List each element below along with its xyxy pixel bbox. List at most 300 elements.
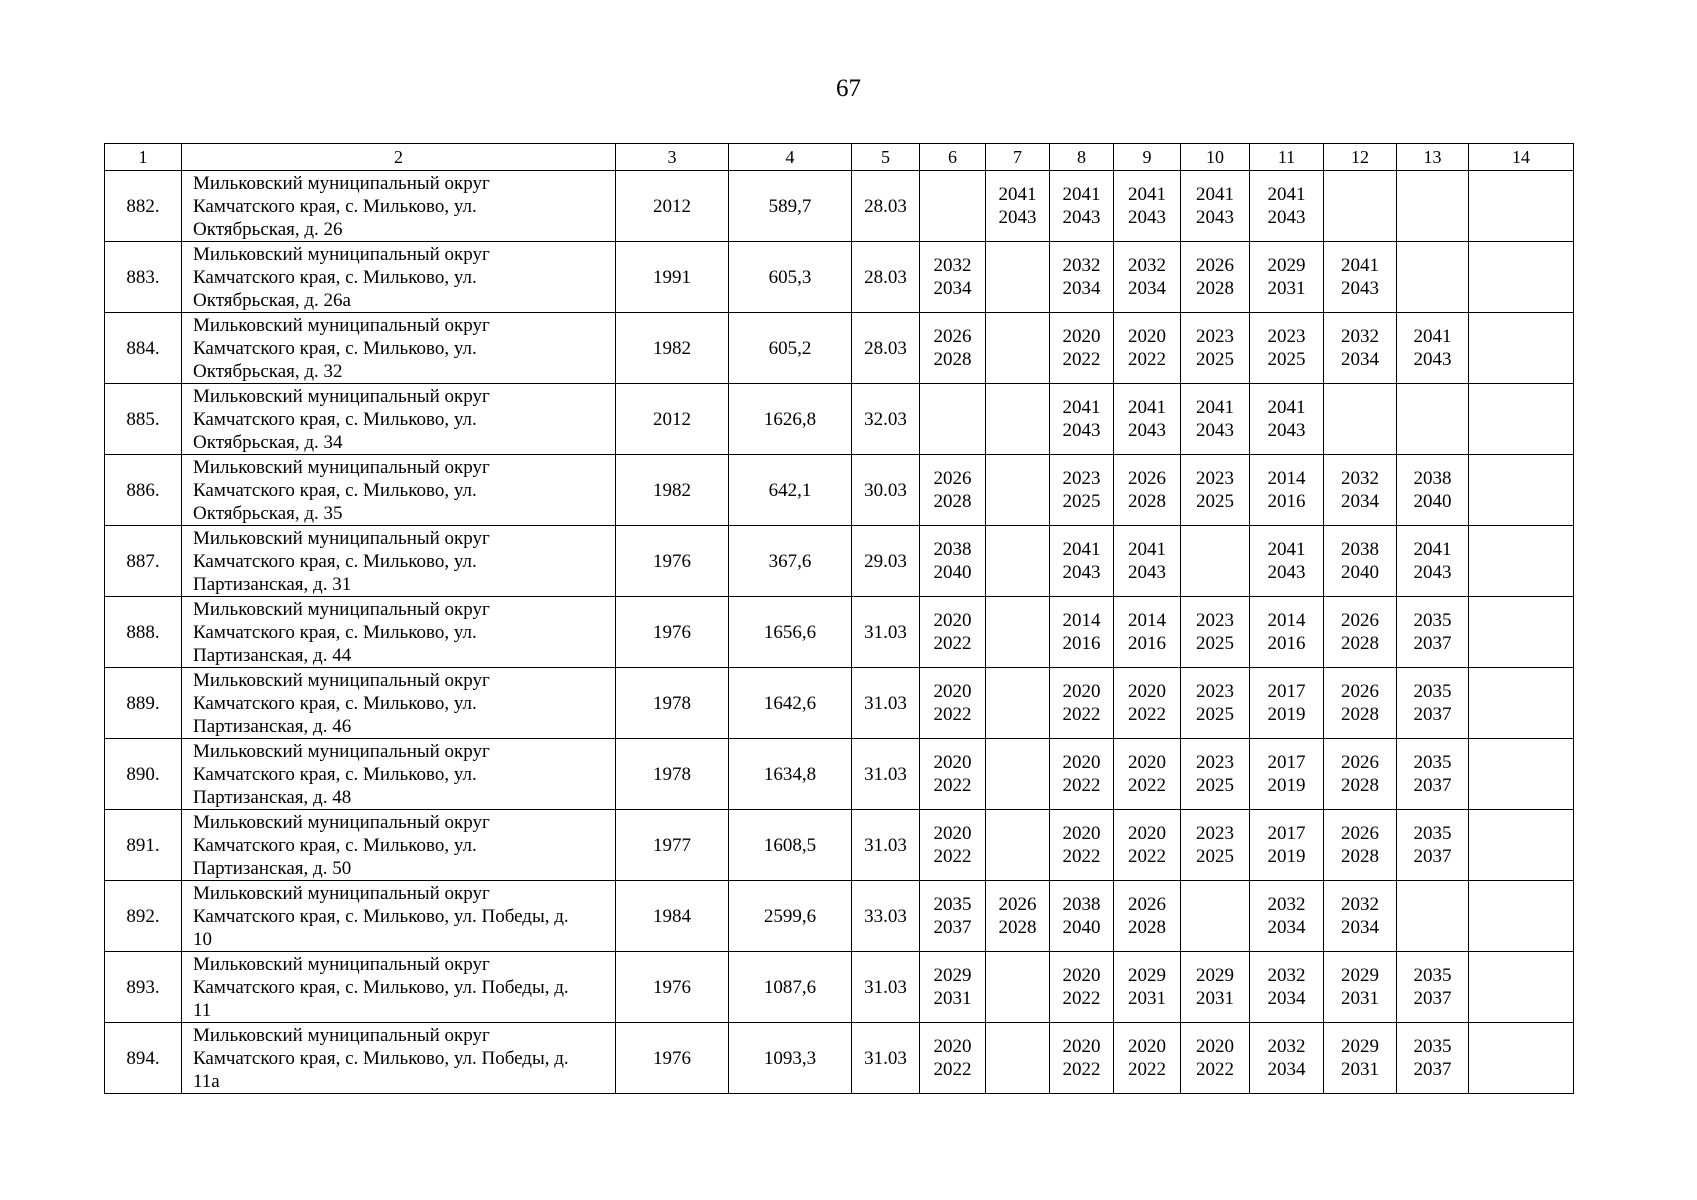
period-year: 2038 xyxy=(1413,468,1452,489)
period-year: 2028 xyxy=(1196,278,1234,299)
period-cell xyxy=(1324,171,1397,242)
address-line: Октябрьская, д. 34 xyxy=(193,431,343,453)
period-year: 2043 xyxy=(1128,420,1166,441)
period-year: 2035 xyxy=(1413,610,1452,631)
period-year: 2023 xyxy=(1196,752,1234,773)
address-line: Камчатского края, с. Мильково, ул. xyxy=(193,195,477,217)
period-cell xyxy=(1397,526,1469,597)
period-year: 2041 xyxy=(1196,184,1234,205)
period-year: 2029 xyxy=(1341,965,1379,986)
period-year: 2035 xyxy=(1413,752,1452,773)
period-year: 2035 xyxy=(933,894,972,915)
period-year: 2020 xyxy=(933,823,972,844)
row-number-cell: 890. xyxy=(105,739,182,810)
period-year: 2026 xyxy=(1196,255,1234,276)
address-line: Партизанская, д. 31 xyxy=(193,573,352,595)
period-year: 2043 xyxy=(1267,420,1306,441)
period-year: 2025 xyxy=(1062,491,1101,512)
period-cell xyxy=(1324,952,1397,1023)
period-cell xyxy=(1469,526,1574,597)
period-year: 2035 xyxy=(1413,681,1452,702)
period-year: 2032 xyxy=(1341,326,1379,347)
period-cell xyxy=(1114,1023,1181,1094)
period-cell xyxy=(1469,171,1574,242)
address-line: Мильковский муниципальный округ xyxy=(193,811,490,833)
row-number-cell: 893. xyxy=(105,952,182,1023)
period-year: 2022 xyxy=(1128,349,1166,370)
period-year: 2020 xyxy=(1062,681,1101,702)
address-line: Камчатского края, с. Мильково, ул. xyxy=(193,550,477,572)
period-year: 2025 xyxy=(1196,775,1234,796)
period-cell xyxy=(1181,739,1250,810)
period-year: 2032 xyxy=(1267,965,1306,986)
address-cell xyxy=(182,597,616,668)
address-line: Мильковский муниципальный округ xyxy=(193,527,490,549)
period-year: 2023 xyxy=(1196,681,1234,702)
period-cell xyxy=(1469,739,1574,810)
period-year: 2032 xyxy=(1267,894,1306,915)
period-year: 2020 xyxy=(1128,752,1166,773)
period-cell xyxy=(1050,881,1114,952)
value-cell: 33.03 xyxy=(852,881,920,952)
address-cell xyxy=(182,668,616,739)
period-cell xyxy=(920,313,986,384)
period-cell xyxy=(1324,242,1397,313)
period-year: 2041 xyxy=(1267,397,1306,418)
period-year: 2014 xyxy=(1267,468,1306,489)
address-line: Октябрьская, д. 26а xyxy=(193,289,351,311)
period-year: 2017 xyxy=(1267,752,1306,773)
period-year: 2026 xyxy=(1128,894,1166,915)
period-year: 2028 xyxy=(933,491,972,512)
period-year: 2034 xyxy=(933,278,972,299)
table-row xyxy=(105,668,1574,739)
period-cell xyxy=(1250,881,1324,952)
row-number-cell: 887. xyxy=(105,526,182,597)
period-cell xyxy=(1181,242,1250,313)
period-year: 2043 xyxy=(1062,562,1101,583)
period-cell xyxy=(1181,952,1250,1023)
period-year: 2017 xyxy=(1267,681,1306,702)
period-cell xyxy=(1397,810,1469,881)
period-year: 2043 xyxy=(1062,207,1101,228)
period-cell xyxy=(1250,597,1324,668)
period-year: 2014 xyxy=(1128,610,1166,631)
period-cell xyxy=(1114,455,1181,526)
period-year: 2041 xyxy=(1341,255,1379,276)
address-line: Камчатского края, с. Мильково, ул. xyxy=(193,266,477,288)
period-cell xyxy=(1469,597,1574,668)
page-number: 67 xyxy=(836,75,861,102)
table-row xyxy=(105,526,1574,597)
period-year: 2032 xyxy=(1062,255,1101,276)
period-year: 2037 xyxy=(1413,988,1452,1009)
address-line: Мильковский муниципальный округ xyxy=(193,243,490,265)
period-cell xyxy=(1250,313,1324,384)
period-cell xyxy=(986,881,1050,952)
period-year: 2020 xyxy=(1128,823,1166,844)
period-year: 2043 xyxy=(1128,207,1166,228)
address-line: Партизанская, д. 44 xyxy=(193,644,352,666)
period-year: 2041 xyxy=(998,184,1037,205)
period-cell xyxy=(1397,384,1469,455)
period-cell xyxy=(1469,810,1574,881)
period-year: 2020 xyxy=(1196,1036,1234,1057)
period-cell xyxy=(1181,668,1250,739)
period-year: 2022 xyxy=(1128,846,1166,867)
address-line: 11 xyxy=(193,999,212,1021)
address-line: Мильковский муниципальный округ xyxy=(193,669,490,691)
address-line: Октябрьская, д. 32 xyxy=(193,360,343,382)
period-year: 2031 xyxy=(1267,278,1306,299)
period-cell xyxy=(1181,171,1250,242)
period-year: 2034 xyxy=(1341,917,1379,938)
period-cell xyxy=(1469,313,1574,384)
address-line: Октябрьская, д. 26 xyxy=(193,218,343,240)
period-cell xyxy=(1114,597,1181,668)
year-built-cell: 1984 xyxy=(616,881,729,952)
period-cell xyxy=(1250,526,1324,597)
period-cell xyxy=(920,739,986,810)
period-year: 2023 xyxy=(1196,610,1234,631)
address-line: Мильковский муниципальный округ xyxy=(193,1024,490,1046)
period-year: 2034 xyxy=(1062,278,1101,299)
address-line: Мильковский муниципальный округ xyxy=(193,740,490,762)
period-year: 2026 xyxy=(1341,681,1379,702)
period-year: 2022 xyxy=(1062,846,1101,867)
period-year: 2026 xyxy=(933,326,972,347)
period-cell xyxy=(986,384,1050,455)
year-built-cell: 1978 xyxy=(616,739,729,810)
period-year: 2022 xyxy=(933,775,972,796)
year-built-cell: 1991 xyxy=(616,242,729,313)
area-cell: 642,1 xyxy=(729,455,852,526)
period-year: 2022 xyxy=(1062,704,1101,725)
column-header: 8 xyxy=(1050,144,1114,171)
column-header: 7 xyxy=(986,144,1050,171)
value-cell: 28.03 xyxy=(852,313,920,384)
period-year: 2035 xyxy=(1413,965,1452,986)
period-year: 2025 xyxy=(1196,491,1234,512)
address-line: Октябрьская, д. 35 xyxy=(193,502,343,524)
address-line: Камчатского края, с. Мильково, ул. Победы, д. xyxy=(193,976,569,998)
period-year: 2038 xyxy=(933,539,972,560)
period-year: 2035 xyxy=(1413,823,1452,844)
address-line: Камчатского края, с. Мильково, ул. Победы, д. xyxy=(193,905,569,927)
period-year: 2043 xyxy=(1413,562,1452,583)
period-year: 2025 xyxy=(1196,349,1234,370)
column-header: 5 xyxy=(852,144,920,171)
period-year: 2016 xyxy=(1062,633,1101,654)
period-cell xyxy=(1050,810,1114,881)
area-cell: 605,2 xyxy=(729,313,852,384)
period-year: 2034 xyxy=(1267,988,1306,1009)
period-year: 2037 xyxy=(1413,633,1452,654)
year-built-cell: 2012 xyxy=(616,171,729,242)
period-cell xyxy=(1114,739,1181,810)
period-cell xyxy=(1250,1023,1324,1094)
period-year: 2028 xyxy=(1128,491,1166,512)
address-cell xyxy=(182,313,616,384)
period-cell xyxy=(1181,384,1250,455)
period-year: 2025 xyxy=(1267,349,1306,370)
address-line: Камчатского края, с. Мильково, ул. xyxy=(193,337,477,359)
address-cell xyxy=(182,384,616,455)
period-cell xyxy=(1050,1023,1114,1094)
period-year: 2022 xyxy=(1128,704,1166,725)
area-cell: 1634,8 xyxy=(729,739,852,810)
period-cell xyxy=(1469,952,1574,1023)
period-cell xyxy=(1181,526,1250,597)
value-cell: 31.03 xyxy=(852,597,920,668)
period-year: 2037 xyxy=(933,917,972,938)
period-year: 2041 xyxy=(1267,184,1306,205)
period-cell xyxy=(1114,881,1181,952)
period-year: 2029 xyxy=(1196,965,1234,986)
period-year: 2022 xyxy=(1062,349,1101,370)
value-cell: 31.03 xyxy=(852,739,920,810)
period-year: 2026 xyxy=(998,894,1037,915)
period-year: 2019 xyxy=(1267,775,1306,796)
period-cell xyxy=(1469,668,1574,739)
period-year: 2028 xyxy=(1341,704,1379,725)
period-year: 2043 xyxy=(1267,562,1306,583)
address-line: Мильковский муниципальный округ xyxy=(193,953,490,975)
period-cell xyxy=(920,952,986,1023)
period-cell xyxy=(1050,171,1114,242)
period-cell xyxy=(1050,242,1114,313)
area-cell: 1093,3 xyxy=(729,1023,852,1094)
period-cell xyxy=(986,313,1050,384)
address-line: 11а xyxy=(193,1070,220,1092)
year-built-cell: 1978 xyxy=(616,668,729,739)
period-cell xyxy=(920,526,986,597)
address-cell xyxy=(182,1023,616,1094)
area-cell: 589,7 xyxy=(729,171,852,242)
value-cell: 31.03 xyxy=(852,1023,920,1094)
period-cell xyxy=(986,668,1050,739)
table-row xyxy=(105,384,1574,455)
period-cell xyxy=(1050,455,1114,526)
row-number-cell: 883. xyxy=(105,242,182,313)
period-cell xyxy=(1469,384,1574,455)
area-cell: 1656,6 xyxy=(729,597,852,668)
address-line: Камчатского края, с. Мильково, ул. Победы, д. xyxy=(193,1047,569,1069)
table-row xyxy=(105,455,1574,526)
value-cell: 29.03 xyxy=(852,526,920,597)
column-header: 1 xyxy=(105,144,182,171)
period-year: 2037 xyxy=(1413,1059,1452,1080)
area-cell: 1642,6 xyxy=(729,668,852,739)
period-year: 2034 xyxy=(1267,1059,1306,1080)
period-cell xyxy=(1397,881,1469,952)
address-line: Мильковский муниципальный округ xyxy=(193,172,490,194)
period-cell xyxy=(1250,171,1324,242)
period-year: 2031 xyxy=(1128,988,1166,1009)
year-built-cell: 1976 xyxy=(616,952,729,1023)
period-cell xyxy=(1397,313,1469,384)
period-cell xyxy=(1250,810,1324,881)
period-cell xyxy=(1324,597,1397,668)
period-year: 2016 xyxy=(1267,491,1306,512)
period-year: 2041 xyxy=(1128,397,1166,418)
period-cell xyxy=(1469,242,1574,313)
period-cell xyxy=(1397,455,1469,526)
period-year: 2041 xyxy=(1128,539,1166,560)
period-year: 2037 xyxy=(1413,775,1452,796)
column-header: 10 xyxy=(1181,144,1250,171)
period-cell xyxy=(1181,313,1250,384)
period-year: 2041 xyxy=(1062,184,1101,205)
column-header: 14 xyxy=(1469,144,1574,171)
period-cell xyxy=(920,384,986,455)
period-cell xyxy=(1250,242,1324,313)
period-cell xyxy=(1397,1023,1469,1094)
period-year: 2022 xyxy=(1128,1059,1166,1080)
period-cell xyxy=(1050,952,1114,1023)
period-cell xyxy=(1324,668,1397,739)
column-header: 6 xyxy=(920,144,986,171)
period-year: 2014 xyxy=(1062,610,1101,631)
period-cell xyxy=(1050,739,1114,810)
period-year: 2023 xyxy=(1196,823,1234,844)
year-built-cell: 1976 xyxy=(616,526,729,597)
period-cell xyxy=(1250,455,1324,526)
period-year: 2022 xyxy=(1196,1059,1234,1080)
data-table xyxy=(104,143,1574,1094)
period-cell xyxy=(1050,313,1114,384)
period-year: 2028 xyxy=(998,917,1037,938)
table-header xyxy=(105,144,1574,171)
value-cell: 31.03 xyxy=(852,668,920,739)
period-cell xyxy=(1324,739,1397,810)
period-cell xyxy=(1050,668,1114,739)
column-header: 3 xyxy=(616,144,729,171)
period-year: 2023 xyxy=(1267,326,1306,347)
period-cell xyxy=(1181,597,1250,668)
period-cell xyxy=(920,171,986,242)
area-cell: 605,3 xyxy=(729,242,852,313)
year-built-cell: 1976 xyxy=(616,597,729,668)
value-cell: 28.03 xyxy=(852,171,920,242)
column-header: 9 xyxy=(1114,144,1181,171)
table-row xyxy=(105,739,1574,810)
period-year: 2016 xyxy=(1128,633,1166,654)
period-year: 2020 xyxy=(1128,326,1166,347)
period-year: 2035 xyxy=(1413,1036,1452,1057)
period-year: 2020 xyxy=(1128,1036,1166,1057)
table-row xyxy=(105,952,1574,1023)
period-year: 2029 xyxy=(1128,965,1166,986)
period-year: 2026 xyxy=(1128,468,1166,489)
address-cell xyxy=(182,242,616,313)
period-cell xyxy=(920,810,986,881)
period-cell xyxy=(1324,455,1397,526)
period-cell xyxy=(1397,171,1469,242)
period-year: 2032 xyxy=(1267,1036,1306,1057)
period-cell xyxy=(920,242,986,313)
period-year: 2040 xyxy=(1062,917,1101,938)
period-year: 2034 xyxy=(1341,349,1379,370)
value-cell: 31.03 xyxy=(852,810,920,881)
row-number-cell: 891. xyxy=(105,810,182,881)
period-cell xyxy=(1250,668,1324,739)
period-cell xyxy=(1324,810,1397,881)
period-cell xyxy=(986,597,1050,668)
row-number-cell: 884. xyxy=(105,313,182,384)
period-year: 2028 xyxy=(1341,846,1379,867)
period-year: 2034 xyxy=(1267,917,1306,938)
area-cell: 367,6 xyxy=(729,526,852,597)
period-year: 2031 xyxy=(933,988,972,1009)
address-cell xyxy=(182,526,616,597)
period-year: 2020 xyxy=(1062,326,1101,347)
address-line: Мильковский муниципальный округ xyxy=(193,314,490,336)
period-year: 2043 xyxy=(1267,207,1306,228)
table-body xyxy=(105,171,1574,1094)
period-cell xyxy=(1181,810,1250,881)
table-row xyxy=(105,242,1574,313)
period-cell xyxy=(920,881,986,952)
period-year: 2022 xyxy=(1062,775,1101,796)
period-year: 2031 xyxy=(1341,988,1379,1009)
period-cell xyxy=(1181,1023,1250,1094)
address-line: Партизанская, д. 48 xyxy=(193,786,352,808)
row-number-cell: 894. xyxy=(105,1023,182,1094)
period-year: 2043 xyxy=(1196,207,1234,228)
period-cell xyxy=(986,242,1050,313)
header-row xyxy=(105,144,1574,171)
address-line: Мильковский муниципальный округ xyxy=(193,456,490,478)
period-year: 2020 xyxy=(1062,1036,1101,1057)
period-year: 2034 xyxy=(1341,491,1379,512)
period-year: 2040 xyxy=(1341,562,1379,583)
period-year: 2022 xyxy=(1128,775,1166,796)
period-year: 2025 xyxy=(1196,633,1234,654)
address-line: 10 xyxy=(193,928,212,950)
period-year: 2025 xyxy=(1196,846,1234,867)
period-cell xyxy=(986,739,1050,810)
row-number-cell: 886. xyxy=(105,455,182,526)
year-built-cell: 1976 xyxy=(616,1023,729,1094)
period-cell xyxy=(920,1023,986,1094)
period-cell xyxy=(1181,455,1250,526)
table-row xyxy=(105,171,1574,242)
period-cell xyxy=(1324,526,1397,597)
period-year: 2028 xyxy=(933,349,972,370)
period-cell xyxy=(986,526,1050,597)
period-year: 2019 xyxy=(1267,846,1306,867)
year-built-cell: 1977 xyxy=(616,810,729,881)
area-cell: 1608,5 xyxy=(729,810,852,881)
period-cell xyxy=(1324,384,1397,455)
period-cell xyxy=(1114,668,1181,739)
period-year: 2022 xyxy=(933,704,972,725)
period-cell xyxy=(986,171,1050,242)
period-cell xyxy=(1114,526,1181,597)
period-year: 2029 xyxy=(1341,1036,1379,1057)
period-year: 2028 xyxy=(1341,633,1379,654)
period-cell xyxy=(1469,1023,1574,1094)
period-year: 2020 xyxy=(933,610,972,631)
address-line: Партизанская, д. 46 xyxy=(193,715,352,737)
address-line: Камчатского края, с. Мильково, ул. xyxy=(193,834,477,856)
period-cell xyxy=(986,952,1050,1023)
period-year: 2020 xyxy=(1062,965,1101,986)
period-cell xyxy=(1324,313,1397,384)
period-year: 2041 xyxy=(1413,539,1452,560)
period-cell xyxy=(986,810,1050,881)
